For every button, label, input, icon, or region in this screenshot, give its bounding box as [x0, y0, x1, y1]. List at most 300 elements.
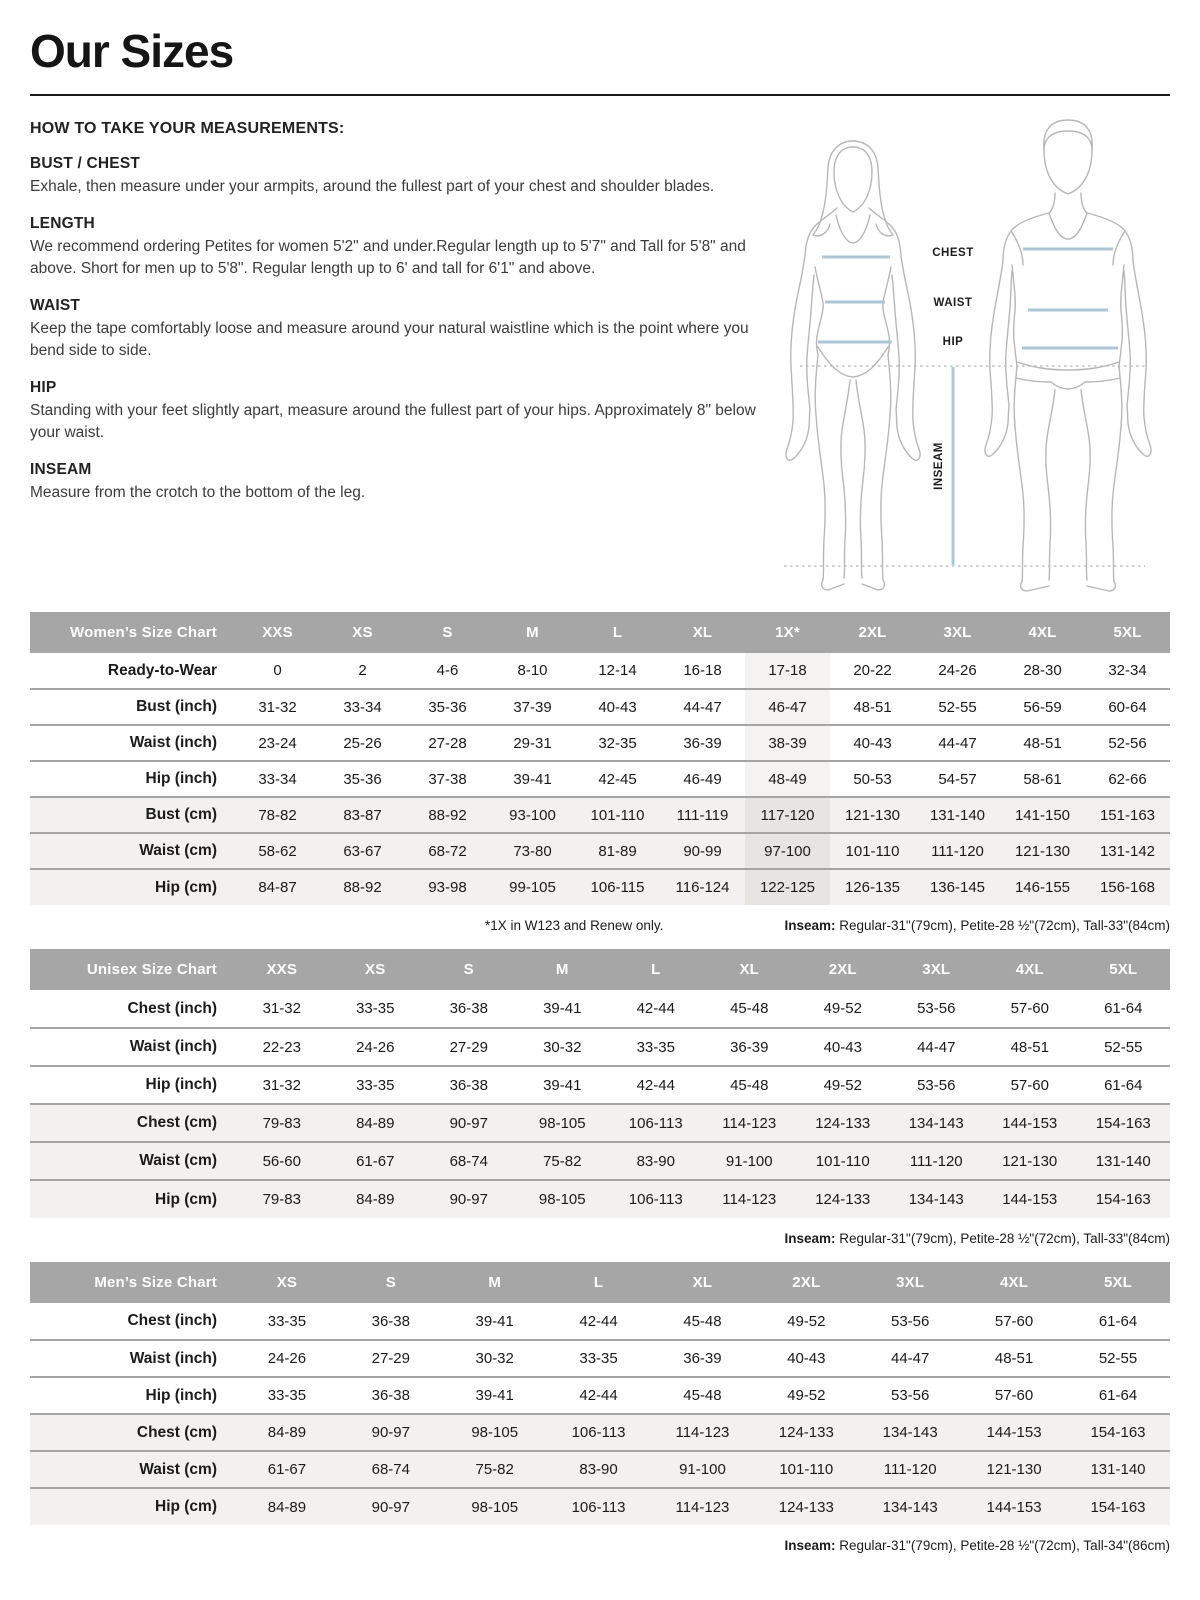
size-value-cell: 73-80: [513, 842, 552, 860]
inseam-note-text: Regular-31"(79cm), Petite-28 ½"(72cm), Tall-33"(84cm): [835, 1231, 1170, 1246]
section-body: Standing with your feet slightly apart, measure around the fullest part of your hips. Approximately 8" below your waist.: [30, 402, 756, 441]
section-hip: [30, 379, 758, 444]
size-value-cell: 134-143: [908, 1191, 964, 1208]
size-value-cell: 84-89: [267, 1424, 307, 1441]
size-column-header: M: [490, 612, 575, 653]
size-value-cell: 22-23: [262, 1038, 301, 1056]
size-value-cell: 111-120: [931, 842, 984, 860]
size-value-cell: 60-64: [1108, 698, 1147, 716]
unisex-table-footnote: [30, 1231, 1170, 1246]
size-value-cell: 78-82: [258, 806, 297, 824]
size-value-cell: 91-100: [679, 1461, 726, 1478]
body-measurement-diagram: [770, 114, 1170, 596]
size-value-cell: 93-100: [509, 806, 556, 824]
one-x-footnote: *1X in W123 and Renew only.: [485, 918, 664, 933]
size-value-cell: 57-60: [994, 1312, 1034, 1330]
size-value-cell: 84-87: [258, 879, 297, 896]
measurement-instructions: [30, 114, 758, 504]
section-body: Exhale, then measure under your armpits, around the fullest part of your chest and shoulder blades.: [30, 178, 715, 195]
size-value-cell: 39-41: [475, 1312, 514, 1330]
size-value-cell: 75-82: [543, 1152, 582, 1170]
size-value-cell: 20-22: [853, 662, 892, 679]
row-label: Waist (inch): [129, 1038, 217, 1055]
size-column-header: S: [422, 949, 516, 990]
size-value-cell: 24-26: [356, 1038, 395, 1056]
size-value-cell: 40-43: [823, 1038, 862, 1056]
size-value-cell: 121-130: [986, 1461, 1042, 1478]
size-value-cell: 154-163: [1090, 1424, 1146, 1441]
size-value-cell: 48-49: [745, 761, 830, 797]
size-value-cell: 124-133: [778, 1424, 834, 1441]
size-value-cell: 39-41: [475, 1387, 514, 1404]
size-value-cell: 52-55: [1104, 1038, 1143, 1056]
size-value-cell: 61-67: [267, 1461, 307, 1478]
inseam-note-text: Regular-31"(79cm), Petite-28 ½"(72cm), Tall-33"(84cm): [835, 918, 1170, 933]
size-value-cell: 131-142: [1099, 842, 1156, 860]
size-value-cell: 31-32: [258, 698, 297, 716]
size-value-cell: 46-49: [683, 770, 722, 788]
size-value-cell: 53-56: [891, 1312, 930, 1330]
size-value-cell: 33-35: [267, 1387, 307, 1404]
size-value-cell: 44-47: [683, 698, 722, 716]
size-value-cell: 58-61: [1023, 770, 1062, 788]
size-value-cell: 124-133: [778, 1498, 834, 1516]
size-value-cell: 57-60: [1010, 1000, 1049, 1017]
size-value-cell: 25-26: [343, 734, 382, 752]
table-row: [30, 761, 1170, 797]
size-value-cell: 40-43: [787, 1350, 826, 1367]
size-value-cell: 144-153: [1002, 1191, 1058, 1208]
size-value-cell: 106-115: [590, 879, 645, 896]
size-value-cell: 114-123: [722, 1191, 777, 1208]
section-bust-chest: [30, 155, 758, 198]
size-value-cell: 48-51: [1010, 1038, 1049, 1056]
size-column-header: XS: [329, 949, 423, 990]
size-value-cell: 50-53: [853, 770, 892, 788]
size-value-cell: 52-55: [938, 698, 977, 716]
size-value-cell: 48-51: [994, 1350, 1034, 1367]
size-value-cell: 81-89: [598, 842, 637, 860]
size-value-cell: 49-52: [823, 1000, 862, 1017]
section-heading: LENGTH: [30, 215, 95, 232]
size-value-cell: 49-52: [823, 1076, 862, 1094]
size-value-cell: 154-163: [1095, 1191, 1151, 1208]
size-value-cell: 2: [358, 662, 367, 679]
size-value-cell: 124-133: [815, 1191, 871, 1208]
size-column-header: 2XL: [796, 949, 890, 990]
size-column-header: L: [547, 1262, 651, 1303]
size-value-cell: 37-38: [428, 770, 467, 788]
row-label: Ready-to-Wear: [107, 661, 217, 679]
size-value-cell: 33-34: [258, 770, 297, 788]
mens-size-chart-table: [30, 1262, 1170, 1525]
row-label: Waist (cm): [139, 842, 217, 859]
size-value-cell: 45-48: [683, 1387, 722, 1404]
hip-label: HIP: [942, 336, 964, 348]
size-column-header: XXS: [235, 949, 329, 990]
size-value-cell: 48-51: [853, 698, 892, 716]
size-value-cell: 52-56: [1108, 734, 1147, 752]
size-value-cell: 121-130: [844, 806, 901, 824]
size-column-header: 5XL: [1066, 1262, 1170, 1303]
size-value-cell: 42-44: [636, 1000, 675, 1017]
size-value-cell: 141-150: [1014, 806, 1071, 824]
size-column-header: XL: [703, 949, 797, 990]
table-row: [30, 1066, 1170, 1104]
size-value-cell: 75-82: [475, 1461, 514, 1478]
size-value-cell: 53-56: [917, 1000, 956, 1017]
size-value-cell: 33-35: [267, 1312, 307, 1330]
mens-inseam-note: [784, 1538, 1170, 1553]
size-value-cell: 114-123: [722, 1114, 777, 1132]
size-value-cell: 54-57: [938, 770, 977, 788]
section-waist: [30, 297, 758, 362]
size-column-header: L: [609, 949, 703, 990]
table-row: [30, 1377, 1170, 1414]
size-value-cell: 31-32: [262, 1076, 301, 1094]
size-value-cell: 156-168: [1099, 879, 1156, 896]
size-value-cell: 124-133: [815, 1114, 871, 1132]
size-value-cell: 83-87: [343, 806, 382, 824]
size-column-header: XL: [651, 1262, 755, 1303]
size-value-cell: 28-30: [1023, 662, 1062, 679]
size-value-cell: 79-83: [262, 1114, 301, 1132]
size-value-cell: 61-64: [1104, 1076, 1143, 1094]
size-value-cell: 30-32: [543, 1038, 582, 1056]
size-value-cell: 136-145: [929, 879, 986, 896]
size-value-cell: 61-64: [1104, 1000, 1143, 1017]
size-value-cell: 114-123: [675, 1424, 730, 1441]
measurement-instructions-and-diagram: [30, 114, 1170, 596]
table-row: [30, 1104, 1170, 1142]
size-value-cell: 131-140: [929, 806, 986, 824]
size-value-cell: 33-35: [636, 1038, 675, 1056]
inseam-note-label: Inseam:: [784, 918, 836, 933]
size-value-cell: 36-38: [371, 1312, 410, 1330]
size-value-cell: 83-90: [579, 1461, 618, 1478]
size-column-header: 5XL: [1077, 949, 1171, 990]
size-column-header: 1X*: [745, 612, 830, 653]
size-column-header: S: [405, 612, 490, 653]
size-value-cell: 24-26: [938, 662, 977, 679]
row-label: Waist (inch): [129, 734, 217, 751]
row-label: Bust (inch): [136, 698, 217, 715]
row-label: Hip (inch): [145, 1076, 217, 1093]
size-value-cell: 90-97: [449, 1114, 488, 1132]
row-label: Hip (inch): [145, 770, 217, 787]
size-value-cell: 134-143: [908, 1114, 964, 1132]
size-column-header: S: [339, 1262, 443, 1303]
size-value-cell: 97-100: [745, 833, 830, 869]
unisex-size-chart-table: [30, 949, 1170, 1218]
size-value-cell: 36-38: [449, 1000, 488, 1017]
row-label: Chest (cm): [136, 1114, 217, 1131]
size-value-cell: 45-48: [730, 1076, 769, 1094]
size-value-cell: 61-64: [1098, 1312, 1138, 1330]
table-row: [30, 869, 1170, 905]
table-row: [30, 1488, 1170, 1525]
size-value-cell: 39-41: [513, 770, 552, 788]
row-label: Bust (cm): [145, 806, 217, 823]
size-value-cell: 98-105: [471, 1498, 519, 1516]
size-value-cell: 134-143: [882, 1498, 938, 1516]
size-column-header: XS: [320, 612, 405, 653]
size-value-cell: 49-52: [787, 1387, 826, 1404]
size-value-cell: 16-18: [683, 662, 722, 679]
table-row: [30, 1451, 1170, 1488]
size-value-cell: 45-48: [730, 1000, 769, 1017]
size-value-cell: 33-35: [579, 1350, 618, 1367]
table-row: [30, 990, 1170, 1028]
inseam-note-label: Inseam:: [784, 1538, 836, 1553]
size-value-cell: 23-24: [258, 734, 297, 752]
size-value-cell: 144-153: [986, 1424, 1042, 1441]
size-value-cell: 39-41: [543, 1000, 582, 1017]
section-length: [30, 215, 758, 280]
size-column-header: 4XL: [962, 1262, 1066, 1303]
title-divider: [30, 94, 1170, 96]
size-value-cell: 131-140: [1095, 1152, 1151, 1170]
size-value-cell: 4-6: [436, 662, 459, 679]
size-value-cell: 101-110: [815, 1152, 870, 1170]
size-value-cell: 101-110: [779, 1461, 834, 1478]
row-label: Chest (inch): [127, 999, 217, 1017]
size-value-cell: 8-10: [517, 662, 548, 679]
size-value-cell: 90-97: [449, 1191, 488, 1208]
size-value-cell: 68-74: [371, 1461, 410, 1478]
section-body: Keep the tape comfortably loose and measure around your natural waistline which is the point where you bend side to side.: [30, 320, 749, 359]
size-value-cell: 154-163: [1090, 1498, 1146, 1516]
size-value-cell: 117-120: [745, 797, 830, 833]
size-value-cell: 144-153: [986, 1498, 1042, 1516]
size-value-cell: 24-26: [267, 1350, 307, 1367]
inseam-note-label: Inseam:: [784, 1231, 836, 1246]
size-column-header: 3XL: [858, 1262, 962, 1303]
size-value-cell: 68-72: [428, 842, 467, 860]
size-value-cell: 57-60: [1010, 1076, 1049, 1094]
table-row: [30, 833, 1170, 869]
size-value-cell: 40-43: [598, 698, 637, 716]
size-value-cell: 40-43: [853, 734, 892, 752]
size-value-cell: 48-51: [1023, 734, 1062, 752]
row-label: Chest (cm): [136, 1423, 217, 1441]
size-value-cell: 98-105: [538, 1191, 586, 1208]
size-value-cell: 42-44: [579, 1312, 618, 1330]
size-value-cell: 29-31: [513, 734, 552, 752]
size-value-cell: 52-55: [1098, 1350, 1138, 1367]
size-value-cell: 27-29: [449, 1038, 488, 1056]
size-value-cell: 106-113: [571, 1424, 626, 1441]
size-value-cell: 31-32: [262, 1000, 301, 1017]
row-label: Hip (cm): [155, 1190, 217, 1208]
size-column-header: M: [443, 1262, 547, 1303]
row-label: Hip (cm): [155, 1498, 217, 1515]
table-row: [30, 653, 1170, 689]
table-row: [30, 1142, 1170, 1180]
size-column-header: 5XL: [1085, 612, 1170, 653]
size-value-cell: 17-18: [745, 653, 830, 689]
size-value-cell: 111-120: [883, 1461, 937, 1478]
size-value-cell: 42-44: [579, 1387, 618, 1404]
size-value-cell: 91-100: [725, 1152, 773, 1170]
size-value-cell: 37-39: [513, 698, 552, 716]
size-value-cell: 134-143: [882, 1424, 938, 1441]
size-value-cell: 12-14: [598, 662, 637, 679]
size-value-cell: 106-113: [628, 1191, 683, 1208]
row-label: Waist (cm): [139, 1152, 217, 1169]
section-heading: HIP: [30, 379, 57, 396]
size-value-cell: 36-38: [371, 1387, 410, 1404]
size-value-cell: 121-130: [1014, 842, 1071, 860]
size-column-header: XS: [235, 1262, 339, 1303]
size-value-cell: 90-97: [371, 1424, 410, 1441]
size-value-cell: 154-163: [1095, 1114, 1151, 1132]
size-value-cell: 56-60: [262, 1152, 301, 1170]
table-row: [30, 1303, 1170, 1340]
section-heading: WAIST: [30, 297, 81, 314]
table-row: [30, 1028, 1170, 1066]
inseam-label: INSEAM: [933, 442, 945, 490]
row-label: Waist (inch): [129, 1349, 217, 1367]
size-value-cell: 93-98: [428, 879, 467, 896]
size-value-cell: 42-44: [636, 1076, 675, 1094]
inseam-note-text: Regular-31"(79cm), Petite-28 ½"(72cm), Tall-34"(86cm): [835, 1538, 1170, 1553]
size-value-cell: 38-39: [745, 725, 830, 761]
section-inseam: [30, 461, 758, 504]
size-value-cell: 111-119: [676, 806, 729, 824]
size-column-header: XL: [660, 612, 745, 653]
size-value-cell: 36-39: [683, 734, 722, 752]
table-header-row: [30, 612, 1170, 653]
size-value-cell: 106-113: [571, 1498, 626, 1516]
size-value-cell: 98-105: [538, 1114, 586, 1132]
size-value-cell: 61-64: [1098, 1387, 1138, 1404]
row-label: Chest (inch): [127, 1312, 217, 1329]
table-row: [30, 1180, 1170, 1218]
size-column-header: M: [516, 949, 610, 990]
waist-label: WAIST: [933, 297, 973, 309]
size-value-cell: 121-130: [1002, 1152, 1058, 1170]
size-value-cell: 126-135: [844, 879, 901, 896]
size-value-cell: 68-74: [449, 1152, 488, 1170]
how-to-heading: HOW TO TAKE YOUR MEASUREMENTS:: [30, 120, 345, 137]
section-heading: BUST / CHEST: [30, 155, 141, 172]
size-value-cell: 53-56: [891, 1387, 930, 1404]
size-value-cell: 45-48: [683, 1312, 722, 1330]
size-value-cell: 36-39: [683, 1350, 722, 1367]
size-value-cell: 44-47: [891, 1350, 930, 1367]
size-value-cell: 32-35: [598, 734, 637, 752]
section-body: Measure from the crotch to the bottom of the leg.: [30, 484, 366, 501]
size-column-header: 2XL: [830, 612, 915, 653]
size-value-cell: 101-110: [845, 842, 900, 860]
table-row: [30, 689, 1170, 725]
size-value-cell: 39-41: [543, 1076, 582, 1094]
size-value-cell: 33-35: [356, 1076, 395, 1094]
size-value-cell: 44-47: [917, 1038, 956, 1056]
table-title: Women’s Size Chart: [30, 612, 235, 653]
table-title: Men’s Size Chart: [30, 1262, 235, 1303]
unisex-inseam-note: [784, 1231, 1170, 1246]
size-value-cell: 106-113: [628, 1114, 683, 1132]
size-value-cell: 116-124: [675, 879, 730, 896]
size-value-cell: 57-60: [994, 1387, 1034, 1404]
size-value-cell: 98-105: [471, 1424, 519, 1441]
row-label: Waist (cm): [139, 1460, 217, 1478]
table-row: [30, 797, 1170, 833]
size-value-cell: 36-38: [449, 1076, 488, 1094]
size-column-header: 3XL: [915, 612, 1000, 653]
size-value-cell: 63-67: [343, 842, 382, 860]
size-value-cell: 46-47: [745, 689, 830, 725]
size-value-cell: 58-62: [258, 842, 297, 860]
row-label: Hip (cm): [155, 878, 217, 896]
size-column-header: XXS: [235, 612, 320, 653]
row-label: Hip (inch): [145, 1386, 217, 1404]
size-value-cell: 90-97: [371, 1498, 410, 1516]
size-value-cell: 83-90: [636, 1152, 675, 1170]
womens-table-footnote: [30, 918, 1170, 933]
size-value-cell: 36-39: [730, 1038, 769, 1056]
size-value-cell: 0: [273, 662, 282, 679]
size-value-cell: 84-89: [356, 1191, 395, 1208]
size-value-cell: 42-45: [598, 770, 637, 788]
size-column-header: 4XL: [983, 949, 1077, 990]
size-column-header: L: [575, 612, 660, 653]
size-value-cell: 44-47: [938, 734, 977, 752]
size-value-cell: 146-155: [1014, 879, 1071, 896]
size-value-cell: 33-35: [356, 1000, 395, 1017]
table-title: Unisex Size Chart: [30, 949, 235, 990]
womens-size-chart-table: [30, 612, 1170, 905]
size-value-cell: 101-110: [590, 806, 645, 824]
size-value-cell: 61-67: [356, 1152, 395, 1170]
size-column-header: 3XL: [890, 949, 984, 990]
size-value-cell: 62-66: [1108, 770, 1147, 788]
size-value-cell: 114-123: [675, 1498, 730, 1516]
table-row: [30, 1340, 1170, 1377]
size-column-header: 4XL: [1000, 612, 1085, 653]
size-value-cell: 151-163: [1099, 806, 1156, 824]
size-value-cell: 53-56: [917, 1076, 956, 1094]
chest-label: CHEST: [932, 247, 974, 259]
size-value-cell: 144-153: [1002, 1114, 1058, 1132]
size-value-cell: 33-34: [343, 698, 382, 716]
mens-table-footnote: [30, 1538, 1170, 1553]
size-value-cell: 27-28: [428, 734, 467, 752]
size-column-header: 2XL: [754, 1262, 858, 1303]
size-value-cell: 49-52: [787, 1312, 826, 1330]
size-value-cell: 90-99: [683, 842, 722, 860]
page-title: Our Sizes: [30, 25, 234, 77]
section-body: We recommend ordering Petites for women 5'2" and under.Regular length up to 5'7" and Tall for 5'8" and above. Short for men up to 5'8". Regular length up to 6' and tall for 6'1" and above.: [30, 238, 746, 277]
table-header-row: [30, 1262, 1170, 1303]
size-value-cell: 88-92: [343, 879, 382, 896]
size-value-cell: 122-125: [745, 869, 830, 905]
table-header-row: [30, 949, 1170, 990]
table-row: [30, 1414, 1170, 1451]
size-value-cell: 32-34: [1108, 662, 1147, 679]
table-row: [30, 725, 1170, 761]
size-value-cell: 88-92: [428, 806, 467, 824]
section-heading: INSEAM: [30, 461, 92, 478]
size-value-cell: 84-89: [356, 1114, 395, 1132]
size-value-cell: 56-59: [1023, 698, 1062, 716]
size-value-cell: 84-89: [267, 1498, 307, 1516]
size-value-cell: 79-83: [262, 1191, 301, 1208]
male-figure-icon: [985, 120, 1151, 591]
size-value-cell: 99-105: [509, 879, 556, 896]
